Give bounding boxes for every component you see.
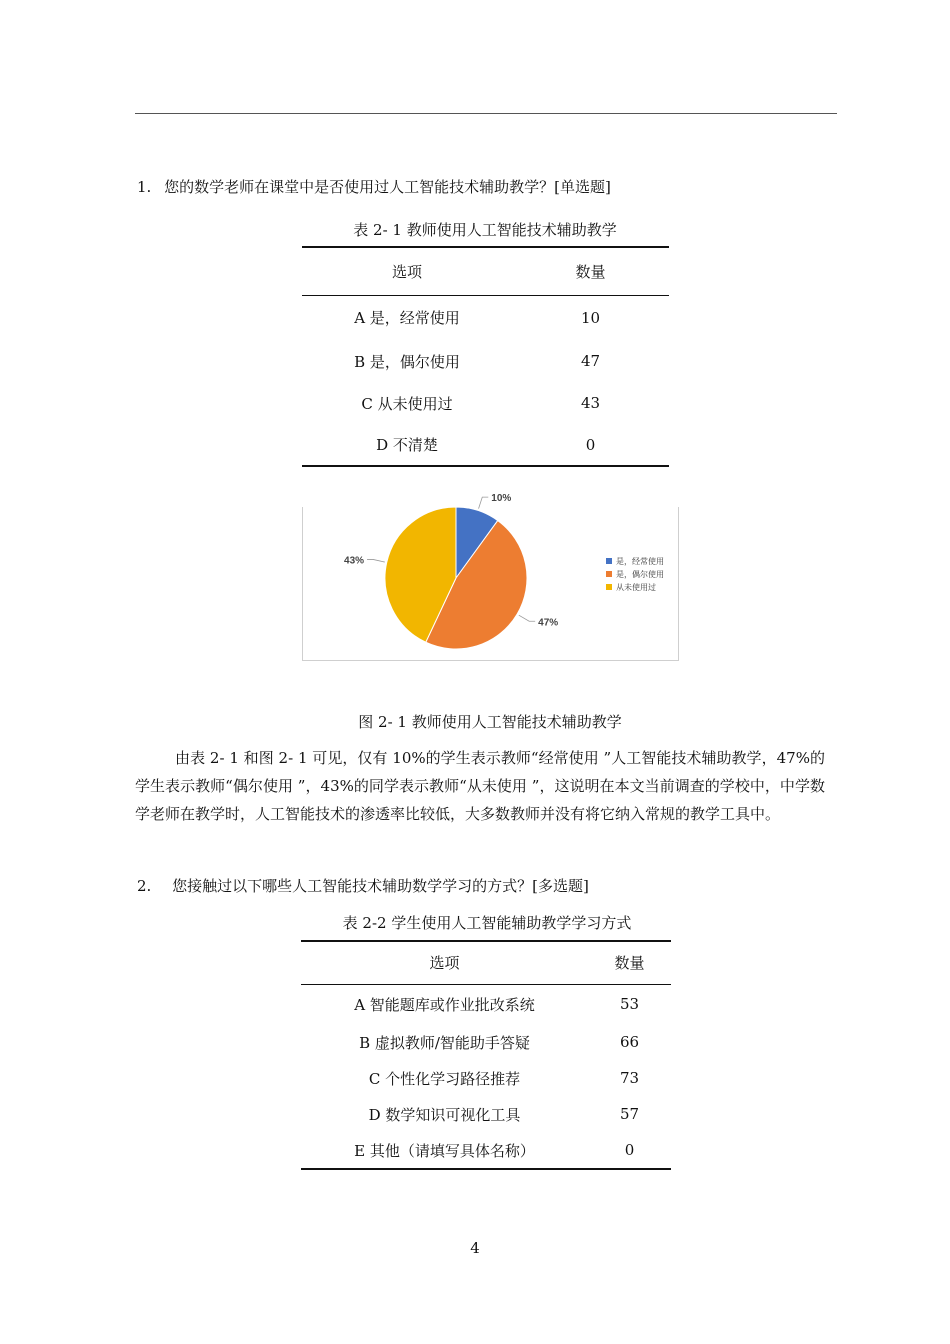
- legend-swatch: [606, 558, 612, 564]
- question-2-number: 2.: [137, 877, 152, 895]
- table-cell: D 不清楚: [376, 436, 438, 454]
- pie-leader-line: [519, 615, 535, 621]
- table-row: [301, 1060, 671, 1096]
- table-cell: A 智能题库或作业批改系统: [354, 995, 535, 1014]
- question-2-text: 您接触过以下哪些人工智能技术辅助数学学习的方式？[多选题]: [172, 877, 589, 895]
- pie-percent-label: 47%: [538, 617, 559, 629]
- header-rule: [135, 113, 837, 114]
- table-cell: 73: [619, 1069, 640, 1087]
- table-2-header-row: [301, 941, 671, 984]
- table-cell: B 虚拟教师/智能助手答疑: [359, 1033, 530, 1052]
- question-1-text: 您的数学老师在课堂中是否使用过人工智能技术辅助教学？[单选题]: [164, 178, 611, 196]
- legend-swatch: [606, 584, 612, 590]
- pie-chart: [303, 493, 680, 661]
- table-cell: 53: [619, 995, 640, 1014]
- table-cell: D 数学知识可视化工具: [368, 1105, 521, 1124]
- table-1: [302, 246, 669, 467]
- table-1-header-option: 选项: [391, 262, 422, 281]
- table-row: [301, 1132, 671, 1169]
- question-1-number: 1.: [137, 178, 152, 196]
- body-paragraph-text: 由表 2- 1 和图 2- 1 可见，仅有 10%的学生表示教师“经常使用 ”人工智能技术辅助教学，47%的学生表示教师“偶尔使用 ”，43%的同学表示教师“从未使用 ”，这说明在本文当前调查的学校中，中学数学老师在教学时，人工智能技术的渗透率比较低，大多数教师并没有将它纳入常规的教学工具中。: [135, 749, 825, 823]
- pie-leader-line: [479, 497, 489, 508]
- table-cell: C 个性化学习路径推荐: [368, 1069, 521, 1088]
- legend-swatch: [606, 571, 612, 577]
- table-cell: 43: [580, 394, 601, 412]
- table-cell: 66: [619, 1033, 640, 1051]
- table-row: [302, 295, 669, 340]
- table-2-header-option: 选项: [429, 954, 460, 973]
- table-row: [302, 424, 669, 466]
- legend-label: 是，经常使用: [616, 557, 664, 566]
- table-cell: 47: [580, 352, 601, 370]
- table-cell: C 从未使用过: [361, 394, 453, 413]
- table-2: [301, 940, 671, 1170]
- figure-1-caption: 图 2- 1 教师使用人工智能技术辅助教学: [358, 713, 622, 731]
- legend-label: 是，偶尔使用: [616, 570, 664, 579]
- legend-label: 从未使用过: [616, 583, 656, 592]
- question-2: [137, 876, 589, 896]
- table-2-header-count: 数量: [614, 954, 645, 973]
- page-number: 4: [470, 1239, 480, 1257]
- table-cell: 0: [585, 435, 596, 454]
- table-cell: 0: [624, 1141, 635, 1159]
- pie-percent-label: 43%: [344, 555, 365, 567]
- table-1-header-count: 数量: [575, 262, 606, 281]
- table-row: [302, 340, 669, 382]
- table-row: [302, 382, 669, 424]
- body-paragraph: [135, 744, 825, 828]
- table-cell: E 其他（请填写具体名称）: [354, 1141, 535, 1160]
- question-1: [137, 177, 611, 197]
- pie-leader-line: [367, 559, 385, 562]
- table-cell: 57: [619, 1105, 640, 1123]
- table-row: [301, 1096, 671, 1132]
- pie-chart-frame: [302, 493, 679, 661]
- table-cell: B 是，偶尔使用: [354, 352, 460, 371]
- table-1-header-row: [302, 247, 669, 295]
- table-row: [301, 984, 671, 1024]
- table-cell: 10: [580, 308, 601, 327]
- table-row: [301, 1024, 671, 1060]
- pie-percent-label: 10%: [491, 493, 512, 505]
- table-2-caption: 表 2-2 学生使用人工智能辅助教学学习方式: [342, 914, 632, 932]
- table-cell: A 是，经常使用: [354, 309, 460, 328]
- table-1-caption: 表 2- 1 教师使用人工智能技术辅助教学: [353, 221, 617, 239]
